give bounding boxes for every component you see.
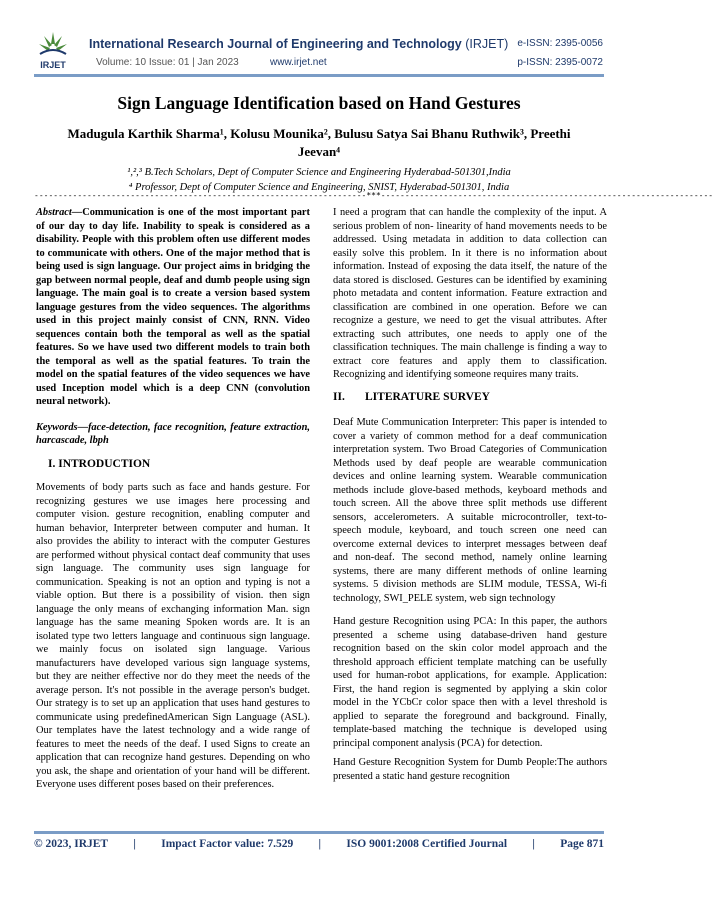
journal-header xyxy=(0,0,638,80)
abstract xyxy=(36,206,310,409)
journal-footer xyxy=(34,838,604,850)
footer-separator: | xyxy=(532,838,535,850)
abstract-text: Communication is one of the most important part of our day to day life. Inability to speak is considered as a disability. People with this problem often use different modes to communicate with others. One of the major method that is being used is sign language. Our project aims in bridging the gap between normal people, deaf and dumb people using sign language. The main goal is to create a version based system language gestures from the video sequences. The algorithms used in this project mainly consist of CNN, RNN. Video sequences contain both the temporal as well as the spatial features. So we have used two different models to train both the temporal as well as the spatial features. To train the model on the spatial features of the video sequences we have used Inception model which is a deep CNN (convolution neural network). xyxy=(36,207,310,407)
keywords-text: face-detection, face recognition, feature extraction, harcascade, lbph xyxy=(36,421,310,446)
keywords-label: Keywords— xyxy=(36,421,88,433)
right-column xyxy=(333,206,607,783)
left-column xyxy=(36,206,310,792)
paper-title: Sign Language Identification based on Hand Gestures xyxy=(117,93,521,113)
footer-page-number: Page 871 xyxy=(560,838,604,850)
header-rule xyxy=(34,74,604,77)
paragraph-program: I need a program that can handle the complexity of the input. A serious problem of non- linearity of hand movements needs to be addressed. Using metadata in addition to data collection can easily solve this problem. In it there is no information about information. Instead of exposing the data itself, the nature of the data stored is disclosed. Gestures can be identified by examining photo metadata and content information. Feature extraction and classification are combined in one operation. Before we can recognize a gesture, we need to get the visual attributes. After extracting such attributes, one needs to apply one of the classification techniques. The main challenge is finding a way to extract core features and apply them to classification. Recognizing and identifying someone requires many traits. xyxy=(333,207,607,380)
paragraph-deaf-mute: Deaf Mute Communication Interpreter: This paper is intended to cover a variety of common method for a deaf communication interpretation system. Two Broad Categories of Communication Methods used by deaf people are wearable communication devices and online learning system. Wearable communication methods include glove-based methods, keyboard methods and touch screen. All the above three split methods use different sensors, accelerometers. A suitable microcontroller, text-to-speech module, keyboard, and touch screen one need can overcome external devices to interpret messages between deaf and non-deaf. The second method, namely online learning systems, there are many different methods of online learning systems. 5 division methods are SLIM module, TESSA, Wi-fi technology, SWI_PELE system, web sign technology xyxy=(333,417,607,604)
pissn: p-ISSN: 2395-0072 xyxy=(517,57,603,68)
footer-copyright: © 2023, IRJET xyxy=(34,838,109,850)
svg-text:IRJET: IRJET xyxy=(40,60,66,70)
footer-iso: ISO 9001:2008 Certified Journal xyxy=(346,838,508,850)
journal-website-link[interactable]: www.irjet.net xyxy=(270,57,327,68)
affiliation-1: ¹,²,³ B.Tech Scholars, Dept of Computer Science and Engineering Hyderabad-501301,India xyxy=(127,167,511,178)
irjet-logo-icon xyxy=(36,30,70,72)
abstract-label: Abstract— xyxy=(36,207,83,218)
section-heading-literature-survey: II. LITERATURE SURVEY xyxy=(333,390,490,403)
section-heading-introduction: I. INTRODUCTION xyxy=(48,457,151,470)
volume-issue: Volume: 10 Issue: 01 | Jan 2023 xyxy=(96,57,239,68)
journal-title: International Research Journal of Engineering and Technology (IRJET) xyxy=(89,37,509,51)
footer-rule xyxy=(34,831,604,834)
eissn: e-ISSN: 2395-0056 xyxy=(517,38,603,49)
paragraph-pca: Hand gesture Recognition using PCA: In this paper, the authors presented a scheme using database-driven hand gesture recognition based on the skin color model approach and the threshold approach efficient template matching can be usefully used for human-robot applications, for example. Application: First, the hand region is segmented by applying a skin color model in the YCbCr color space then with a level threshold is applied to separate the foreground and background. Finally, template-based matching the technique is developed using principal component analysis (PCA) for detection. xyxy=(333,616,607,749)
footer-separator: | xyxy=(318,838,322,850)
separator-line: ---------------------------------------------------------------------***--------------------------------------------------------------------- xyxy=(34,191,713,200)
footer-separator: | xyxy=(133,838,136,850)
keywords xyxy=(36,421,310,448)
authors-line-2: Jeevan⁴ xyxy=(297,144,341,159)
footer-impact-factor: Impact Factor value: 7.529 xyxy=(161,838,294,850)
introduction-text: Movements of body parts such as face and hands gesture. For recognizing gestures we use images here processing and computer vision. gesture recognition, enabling computer and human behavior, Interpreter between computer and human. It also provides the ability to interact with the computer Gestures are performed without physical contact deaf community that uses sign language. The community uses sign language for communication. Speaking is not an option and typing is not a viable option. But there is a possibility of vision. then sign language the only means of exchanging information Man. sign language has the same meaning Spoken words are. It is an isolated type two letters language and continuous sign language. we mainly focus on isolated sign language. Various manufacturers have developed various sign language systems, but they are neither effective nor do they meet the needs of the average person. It's not possible in the average person's budget. Our strategy is to set up an application that uses hand gestures to communicate using predefinedAmerican Sign Language (ASL). Our templates have the latest technology and a wide range of features to meet the needs of the deaf. I used Signs to create an application that can recognize hand gestures. Depending on who you ask, the shape and orientation of your hand will be different. Everyone uses different poses based on their preferences. xyxy=(36,482,310,790)
authors xyxy=(50,125,588,161)
paragraph-dumb-people: Hand Gesture Recognition System for Dumb People:The authors presented a static hand gesture recognition xyxy=(333,757,607,782)
authors-line-1: Madugula Karthik Sharma¹, Kolusu Mounika², Bulusu Satya Sai Bhanu Ruthwik³, Preethi xyxy=(67,126,571,141)
affiliation-2: ⁴ Professor, Dept of Computer Science and Engineering, SNIST, Hyderabad-501301, India xyxy=(128,182,510,193)
